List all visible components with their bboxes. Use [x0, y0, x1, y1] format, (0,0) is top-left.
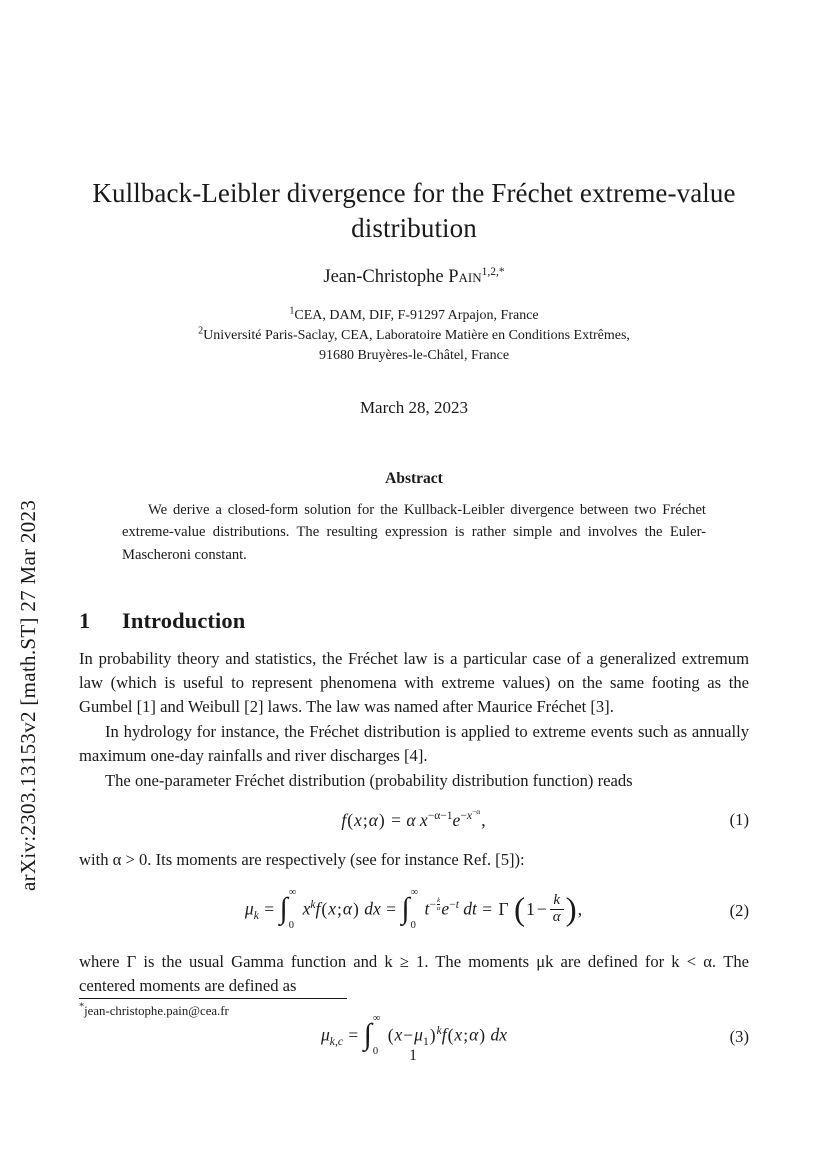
arxiv-stamp: arXiv:2303.13153v2 [math.ST] 27 Mar 2023 [15, 499, 40, 891]
paragraph-intro-3: The one-parameter Fréchet distribution (probability distribution function) reads [105, 770, 633, 790]
paragraph-intro-4: with α > 0. Its moments are respectively (see for instance Ref. [5]): [79, 849, 525, 869]
equation-3-number: (3) [729, 1027, 749, 1047]
abstract-text: We derive a closed-form solution for the Kullback-Leibler divergence between two Fréchet extreme-value distributions. The resulting expression is rather simple and involves the Euler-Mascheroni constant. [122, 501, 706, 563]
author-line [79, 267, 749, 288]
paragraph-intro-1: In probability theory and statistics, the Fréchet law is a particular case of a generalized extremum law (which is useful to represent phenomena with extreme values) on the same footing as the Gumbel [1] and Weibull [2] laws. The law was named after Maurice Fréchet [3]. [79, 648, 749, 717]
equation-1-number: (1) [729, 810, 749, 830]
footnote-separator [79, 998, 347, 999]
affiliation-item [79, 306, 749, 326]
affiliation-marker: 1 [289, 305, 295, 317]
footnote-email: jean-christophe.pain@cea.fr [84, 1004, 229, 1018]
page-title: Kullback-Leibler divergence for the Fréchet extreme-value distribution [92, 178, 736, 243]
paragraph-intro-2: In hydrology for instance, the Fréchet distribution is applied to extreme events such as annually maximum one-day rainfalls and river discharges [4]. [79, 721, 749, 766]
footnote-marker: * [79, 1001, 85, 1013]
section-title: Introduction [122, 607, 246, 633]
equation-3-body: $\mu_{k,c}$ = ∫ ∞ 0 $(x-\mu_1)^kf(x;\alpha)$ dx [321, 1013, 507, 1058]
equation-2-number: (2) [729, 900, 749, 920]
affiliation-marker: 2 [198, 325, 204, 337]
author-given-name: Jean-Christophe [323, 267, 449, 288]
page-number: 1 [409, 1047, 417, 1064]
paper-date: March 28, 2023 [359, 397, 469, 417]
paragraph-intro-5: where Γ is the usual Gamma function and k ≥ 1. The moments μk are defined for k < α. The centered moments are defined as [79, 951, 749, 996]
affiliation-item [79, 346, 749, 366]
affiliation-text: 91680 Bruyères-le-Châtel, France [318, 347, 510, 363]
section-number: 1 [79, 607, 91, 633]
equation-2-body: $\mu_k$ = ∫ ∞ 0 $x^kf(x;\alpha)$ dx = ∫ ∞ 0 $t^{- \frac{k}{\alpha}}$ $e^{-t}$ dt = Γ (1 − $\frac{k}{\alpha}$ ), [244, 887, 583, 931]
affiliation-text: CEA, DAM, DIF, F-91297 Arpajon, France [294, 308, 539, 324]
affiliation-text: Université Paris-Saclay, CEA, Laboratoire Matière en Conditions Extrêmes, [203, 327, 630, 343]
equation-1 [79, 807, 749, 831]
equation-2 [79, 889, 749, 932]
section-heading [79, 608, 749, 634]
footnote [79, 1001, 229, 1019]
author-surname: Pain [448, 267, 482, 288]
affiliation-list [79, 306, 749, 366]
author-affiliation-marker: 1,2,* [481, 265, 505, 278]
abstract-heading: Abstract [385, 469, 443, 487]
affiliation-item [79, 326, 749, 346]
paper-content [79, 0, 749, 1076]
abstract-block [122, 470, 706, 567]
equation-1-body: f(x;α) = α $x^{-\alpha-1}e^{-x^{-\alpha}}$, [341, 807, 486, 830]
